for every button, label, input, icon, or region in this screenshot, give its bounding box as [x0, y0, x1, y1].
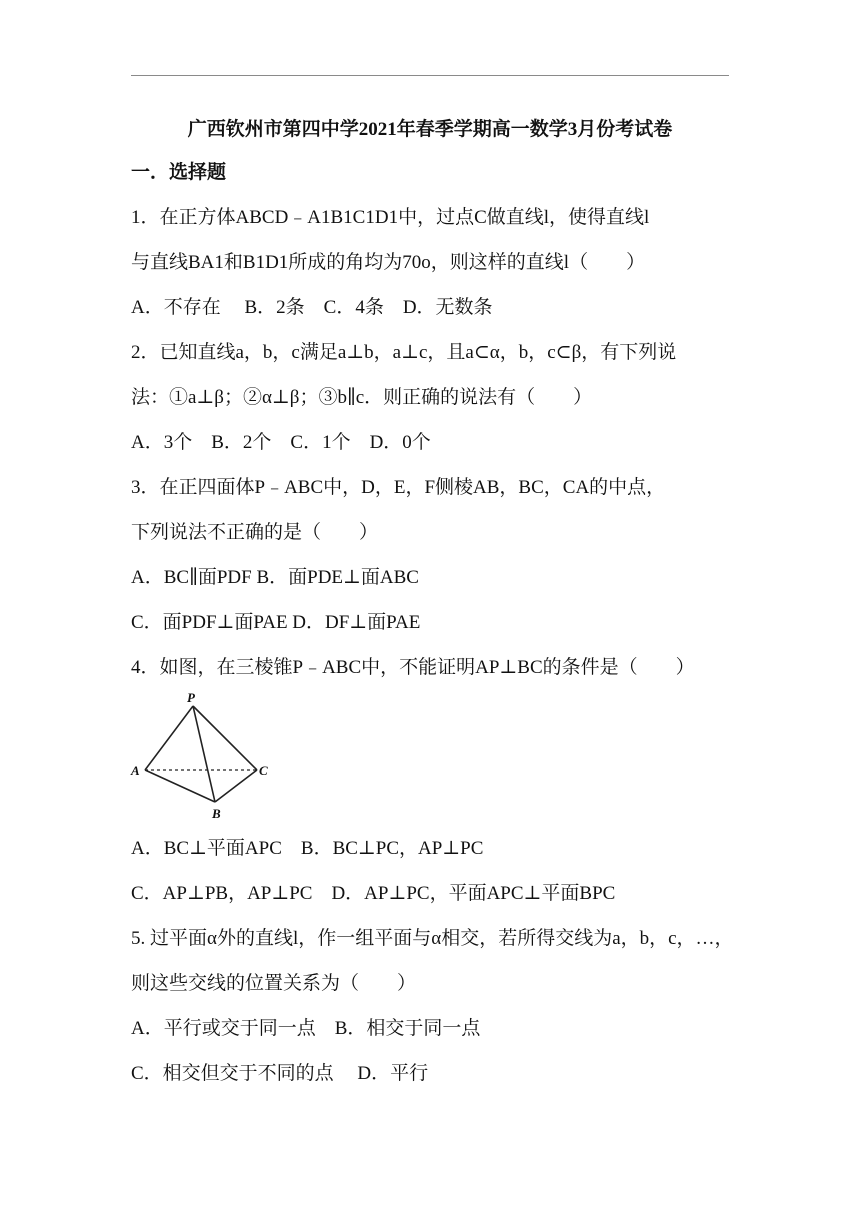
tetrahedron-figure — [131, 690, 281, 826]
q4-options-row1: A．BC⊥平面APC B．BC⊥PC，AP⊥PC — [131, 838, 484, 859]
edge-pc — [193, 706, 257, 770]
q4-options-row2: C．AP⊥PB，AP⊥PC D．AP⊥PC，平面APC⊥平面BPC — [131, 883, 616, 904]
q3-stem-line2: 下列说法不正确的是（ ） — [131, 522, 379, 543]
q1-stem-line1: 1．在正方体ABCD﹣A1B1C1D1中，过点C做直线l，使得直线l — [131, 207, 650, 228]
header-rule — [131, 75, 729, 76]
edge-pa — [145, 706, 193, 770]
q2-stem-line2: 法：①a⊥β；②α⊥β；③b∥c．则正确的说法有（ ） — [131, 387, 593, 408]
vertex-label-b: B — [212, 806, 221, 821]
q1-stem-line2: 与直线BA1和B1D1所成的角均为70o，则这样的直线l（ ） — [131, 252, 646, 273]
q5-stem-line2: 则这些交线的位置关系为（ ） — [131, 973, 417, 994]
q5-options-row1: A．平行或交于同一点 B．相交于同一点 — [131, 1018, 481, 1039]
q4-stem-line1: 4．如图，在三棱锥P﹣ABC中，不能证明AP⊥BC的条件是（ ） — [131, 657, 695, 678]
q5-stem-line1: 5. 过平面α外的直线l，作一组平面与α相交，若所得交线为a，b，c，…， — [131, 928, 734, 949]
edge-bc — [215, 770, 257, 802]
q1-options: A．不存在 B．2条 C．4条 D．无数条 — [131, 297, 493, 318]
exam-title: 广西钦州市第四中学2021年春季学期高一数学3月份考试卷 — [187, 119, 673, 140]
vertex-label-c: C — [259, 763, 268, 778]
q5-options-row2: C．相交但交于不同的点 D．平行 — [131, 1063, 429, 1084]
edge-ab — [145, 770, 215, 802]
vertex-label-p: P — [187, 690, 195, 705]
q3-stem-line1: 3．在正四面体P﹣ABC中，D，E，F侧棱AB，BC，CA的中点， — [131, 477, 666, 498]
q3-options-row1: A．BC∥面PDF B．面PDE⊥面ABC — [131, 567, 419, 588]
q2-stem-line1: 2．已知直线a，b，c满足a⊥b，a⊥c，且a⊂α，b，c⊂β，有下列说 — [131, 342, 677, 363]
section-heading: 一．选择题 — [131, 162, 227, 183]
q2-options: A．3个 B．2个 C．1个 D．0个 — [131, 432, 431, 453]
vertex-label-a: A — [131, 763, 140, 778]
q3-options-row2: C．面PDF⊥面PAE D．DF⊥面PAE — [131, 612, 421, 633]
edge-pb — [193, 706, 215, 802]
